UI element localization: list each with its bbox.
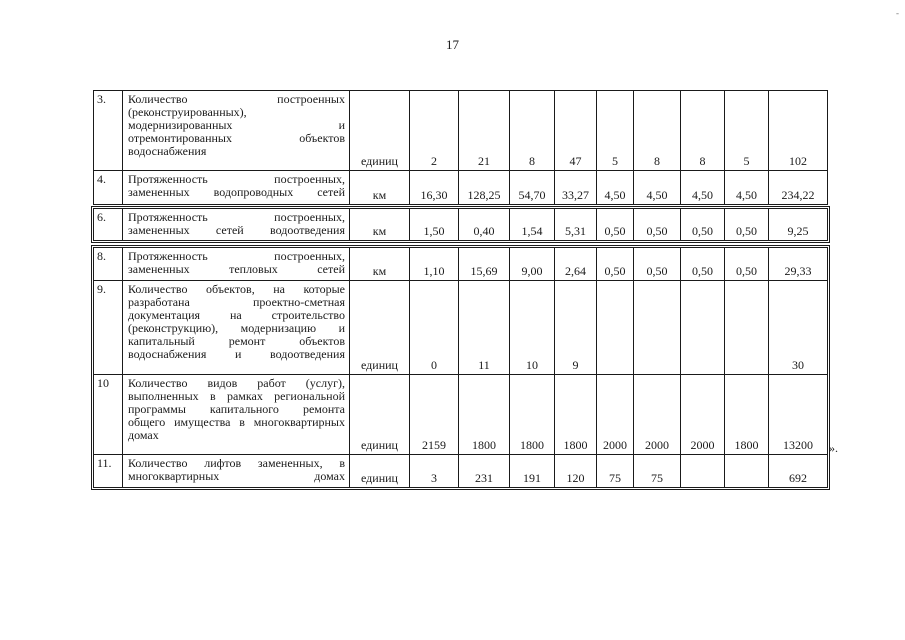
value-cell: 75: [597, 455, 634, 488]
value-cell: 2000: [634, 375, 681, 455]
page-edge-mark: -: [896, 8, 899, 18]
indicator-name-line: общего имущества в многоквартирных: [128, 415, 345, 429]
row-number: 3.: [94, 91, 123, 171]
value-cell: 0,40: [459, 209, 510, 241]
indicator-name-line: документация на строительство: [128, 308, 345, 322]
row-number: 10: [94, 375, 123, 455]
value-cell: 0,50: [725, 209, 769, 241]
value-cell: 1800: [725, 375, 769, 455]
value-cell: 120: [555, 455, 597, 488]
table-segment: [93, 247, 828, 488]
row-number: 8.: [94, 248, 123, 281]
indicator-name: [123, 455, 350, 488]
unit-cell: единиц: [350, 455, 410, 488]
table-row: [94, 281, 828, 375]
value-cell: 102: [769, 91, 828, 171]
unit-cell: км: [350, 248, 410, 281]
value-cell: 29,33: [769, 248, 828, 281]
indicator-name: [123, 171, 350, 205]
value-cell: [634, 281, 681, 375]
value-cell: 9,00: [510, 248, 555, 281]
value-cell: 8: [510, 91, 555, 171]
value-cell: 692: [769, 455, 828, 488]
indicator-name-line: капитальный ремонт объектов: [128, 334, 345, 348]
indicator-name-line: водоснабжения и водоотведения: [128, 347, 345, 361]
value-cell: [725, 455, 769, 488]
table-row: [94, 91, 828, 171]
value-cell: 8: [681, 91, 725, 171]
table-row: [94, 171, 828, 205]
value-cell: 3: [410, 455, 459, 488]
value-cell: 10: [510, 281, 555, 375]
value-cell: 21: [459, 91, 510, 171]
value-cell: 54,70: [510, 171, 555, 205]
value-cell: 4,50: [597, 171, 634, 205]
indicator-name-line: Количество лифтов замененных, в: [128, 456, 345, 470]
value-cell: 1,54: [510, 209, 555, 241]
indicator-name-line: модернизированных и: [128, 118, 345, 132]
indicator-name-line: домах: [128, 428, 159, 442]
row-number: 9.: [94, 281, 123, 375]
value-cell: 75: [634, 455, 681, 488]
table-row: [94, 375, 828, 455]
value-cell: 8: [634, 91, 681, 171]
value-cell: 11: [459, 281, 510, 375]
indicator-name: [123, 91, 350, 171]
indicator-name-line: Количество объектов, на которые: [128, 282, 345, 296]
unit-cell: км: [350, 171, 410, 205]
value-cell: 15,69: [459, 248, 510, 281]
table-block-2: [93, 208, 828, 241]
indicator-name-line: (реконструированных),: [128, 105, 247, 119]
indicator-name-line: Протяженность построенных,: [128, 172, 345, 186]
value-cell: 2: [410, 91, 459, 171]
row-number: 6.: [94, 209, 123, 241]
unit-cell: единиц: [350, 281, 410, 375]
value-cell: 1800: [510, 375, 555, 455]
value-cell: 0,50: [597, 248, 634, 281]
value-cell: 9: [555, 281, 597, 375]
indicator-name: [123, 281, 350, 375]
value-cell: 0,50: [681, 248, 725, 281]
value-cell: 4,50: [725, 171, 769, 205]
indicator-name-line: (реконструкцию), модернизацию и: [128, 321, 345, 335]
indicator-name-line: Протяженность построенных,: [128, 249, 345, 263]
value-cell: 4,50: [681, 171, 725, 205]
value-cell: 5,31: [555, 209, 597, 241]
value-cell: 231: [459, 455, 510, 488]
indicator-name-line: водоснабжения: [128, 144, 207, 158]
row-number: 4.: [94, 171, 123, 205]
closing-quote-mark: ».: [829, 441, 838, 455]
value-cell: [597, 281, 634, 375]
value-cell: 1,10: [410, 248, 459, 281]
value-cell: [681, 455, 725, 488]
value-cell: 16,30: [410, 171, 459, 205]
indicator-name-line: Количество построенных: [128, 92, 345, 106]
value-cell: 0,50: [634, 248, 681, 281]
value-cell: 191: [510, 455, 555, 488]
table-row: [94, 248, 828, 281]
value-cell: [681, 281, 725, 375]
value-cell: 9,25: [769, 209, 828, 241]
value-cell: 2159: [410, 375, 459, 455]
table-segment: [93, 208, 828, 241]
value-cell: 0,50: [725, 248, 769, 281]
indicators-table: [93, 90, 828, 488]
value-cell: 33,27: [555, 171, 597, 205]
value-cell: 2000: [681, 375, 725, 455]
indicator-name: [123, 375, 350, 455]
value-cell: 2,64: [555, 248, 597, 281]
indicator-name: [123, 248, 350, 281]
value-cell: 1800: [555, 375, 597, 455]
table-block-1: [93, 90, 828, 205]
table-row: [94, 455, 828, 488]
indicator-name-line: замененных водопроводных сетей: [128, 185, 345, 199]
value-cell: 1800: [459, 375, 510, 455]
value-cell: 0,50: [681, 209, 725, 241]
value-cell: 0,50: [634, 209, 681, 241]
indicator-name-line: отремонтированных объектов: [128, 131, 345, 145]
indicator-name-line: программы капитального ремонта: [128, 402, 345, 416]
indicator-name: [123, 209, 350, 241]
table-segment: [93, 90, 828, 205]
indicator-name-line: выполненных в рамках региональной: [128, 389, 345, 403]
value-cell: 0,50: [597, 209, 634, 241]
value-cell: 47: [555, 91, 597, 171]
value-cell: 234,22: [769, 171, 828, 205]
indicator-name-line: Протяженность построенных,: [128, 210, 345, 224]
table-block-3: [93, 247, 828, 488]
value-cell: 5: [725, 91, 769, 171]
value-cell: 5: [597, 91, 634, 171]
value-cell: [725, 281, 769, 375]
indicator-name-line: замененных тепловых сетей: [128, 262, 345, 276]
indicator-name-line: Количество видов работ (услуг),: [128, 376, 345, 390]
value-cell: 128,25: [459, 171, 510, 205]
page-number: 17: [446, 37, 459, 52]
indicator-name-line: многоквартирных домах: [128, 469, 345, 483]
unit-cell: единиц: [350, 375, 410, 455]
value-cell: 1,50: [410, 209, 459, 241]
indicator-name-line: замененных сетей водоотведения: [128, 223, 345, 237]
indicator-name-line: разработана проектно-сметная: [128, 295, 345, 309]
unit-cell: единиц: [350, 91, 410, 171]
value-cell: 0: [410, 281, 459, 375]
unit-cell: км: [350, 209, 410, 241]
value-cell: 30: [769, 281, 828, 375]
table-row: [94, 209, 828, 241]
row-number: 11.: [94, 455, 123, 488]
value-cell: 2000: [597, 375, 634, 455]
value-cell: 13200: [769, 375, 828, 455]
value-cell: 4,50: [634, 171, 681, 205]
